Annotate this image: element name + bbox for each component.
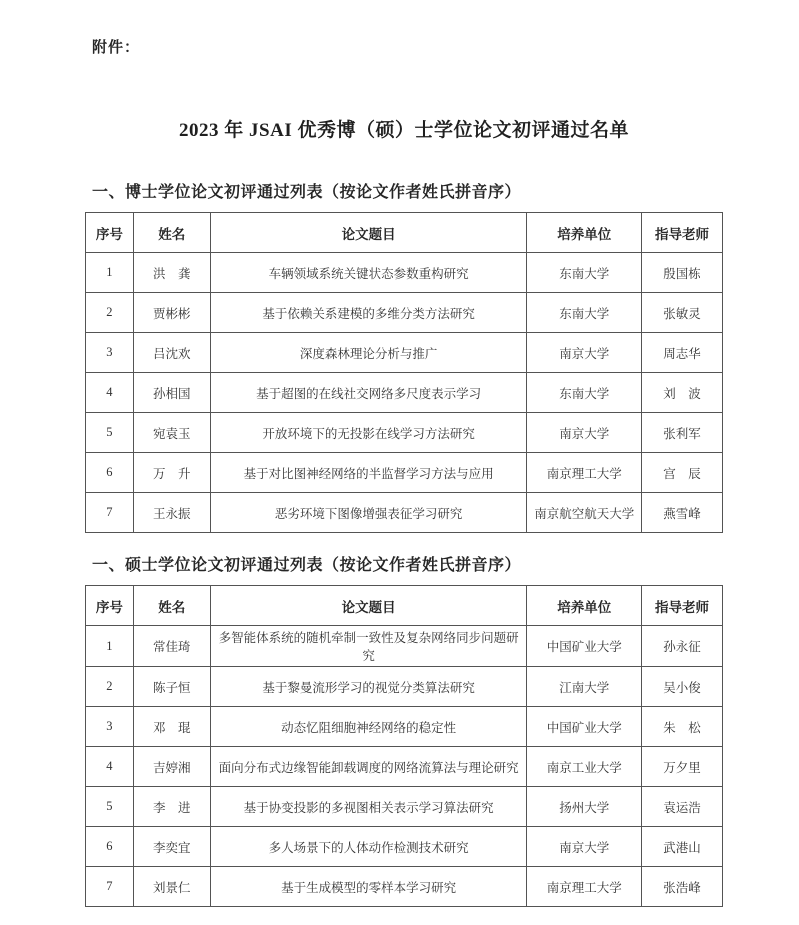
table-row — [86, 253, 723, 293]
cell-name: 李奕宜 — [133, 827, 210, 867]
cell-institution: 江南大学 — [527, 667, 642, 707]
cell-advisor: 袁运浩 — [642, 787, 723, 827]
cell-index: 7 — [86, 493, 134, 533]
cell-advisor: 周志华 — [642, 333, 723, 373]
cell-name: 刘景仁 — [133, 867, 210, 907]
cell-thesis-title: 基于生成模型的零样本学习研究 — [210, 867, 527, 907]
column-header: 序号 — [86, 213, 134, 253]
cell-advisor: 张敏灵 — [642, 293, 723, 333]
table-row — [86, 707, 723, 747]
cell-thesis-title: 基于对比图神经网络的半监督学习方法与应用 — [210, 453, 527, 493]
column-header: 指导老师 — [642, 213, 723, 253]
cell-index: 1 — [86, 253, 134, 293]
cell-thesis-title: 基于协变投影的多视图相关表示学习算法研究 — [210, 787, 527, 827]
cell-index: 3 — [86, 707, 134, 747]
cell-name: 万 升 — [133, 453, 210, 493]
table-row — [86, 626, 723, 667]
table-row — [86, 453, 723, 493]
table-header-row — [86, 586, 723, 626]
cell-index: 5 — [86, 413, 134, 453]
cell-name: 常佳琦 — [133, 626, 210, 667]
cell-thesis-title: 基于超图的在线社交网络多尺度表示学习 — [210, 373, 527, 413]
cell-institution: 南京大学 — [527, 333, 642, 373]
column-header: 论文题目 — [210, 586, 527, 626]
cell-advisor: 殷国栋 — [642, 253, 723, 293]
cell-thesis-title: 基于依赖关系建模的多维分类方法研究 — [210, 293, 527, 333]
cell-thesis-title: 动态忆阻细胞神经网络的稳定性 — [210, 707, 527, 747]
cell-institution: 南京理工大学 — [527, 867, 642, 907]
attachment-label: 附件： — [92, 40, 141, 56]
table-header-row — [86, 213, 723, 253]
cell-institution: 南京大学 — [527, 413, 642, 453]
cell-name: 宛袁玉 — [133, 413, 210, 453]
table-row — [86, 413, 723, 453]
column-header: 培养单位 — [527, 586, 642, 626]
table-row — [86, 373, 723, 413]
cell-thesis-title: 多智能体系统的随机牵制一致性及复杂网络同步问题研究 — [210, 626, 527, 667]
cell-index: 7 — [86, 867, 134, 907]
cell-index: 3 — [86, 333, 134, 373]
cell-index: 1 — [86, 626, 134, 667]
cell-index: 6 — [86, 453, 134, 493]
cell-name: 邓 琨 — [133, 707, 210, 747]
masters-section — [85, 533, 723, 907]
cell-advisor: 朱 松 — [642, 707, 723, 747]
cell-index: 2 — [86, 293, 134, 333]
cell-index: 6 — [86, 827, 134, 867]
cell-thesis-title: 深度森林理论分析与推广 — [210, 333, 527, 373]
table-row — [86, 827, 723, 867]
cell-index: 4 — [86, 373, 134, 413]
section-heading-masters: 一、硕士学位论文初评通过列表（按论文作者姓氏拼音序） — [92, 557, 522, 574]
cell-thesis-title: 基于黎曼流形学习的视觉分类算法研究 — [210, 667, 527, 707]
masters-thesis-table — [85, 585, 723, 907]
column-header: 论文题目 — [210, 213, 527, 253]
table-row — [86, 867, 723, 907]
cell-index: 5 — [86, 787, 134, 827]
column-header: 培养单位 — [527, 213, 642, 253]
table-row — [86, 747, 723, 787]
cell-institution: 南京大学 — [527, 827, 642, 867]
cell-advisor: 宫 辰 — [642, 453, 723, 493]
cell-institution: 中国矿业大学 — [527, 707, 642, 747]
cell-advisor: 武港山 — [642, 827, 723, 867]
cell-name: 吕沈欢 — [133, 333, 210, 373]
cell-thesis-title: 面向分布式边缘智能卸载调度的网络流算法与理论研究 — [210, 747, 527, 787]
cell-institution: 中国矿业大学 — [527, 626, 642, 667]
cell-name: 吉婷湘 — [133, 747, 210, 787]
cell-institution: 南京工业大学 — [527, 747, 642, 787]
section-heading-doctoral: 一、博士学位论文初评通过列表（按论文作者姓氏拼音序） — [92, 184, 522, 201]
doctoral-thesis-table — [85, 212, 723, 533]
cell-advisor: 张利军 — [642, 413, 723, 453]
column-header: 序号 — [86, 586, 134, 626]
cell-institution: 南京理工大学 — [527, 453, 642, 493]
cell-advisor: 吴小俊 — [642, 667, 723, 707]
cell-name: 王永振 — [133, 493, 210, 533]
cell-institution: 南京航空航天大学 — [527, 493, 642, 533]
cell-advisor: 孙永征 — [642, 626, 723, 667]
column-header: 姓名 — [133, 586, 210, 626]
cell-name: 孙相国 — [133, 373, 210, 413]
cell-index: 4 — [86, 747, 134, 787]
cell-name: 李 进 — [133, 787, 210, 827]
table-row — [86, 493, 723, 533]
table-row — [86, 667, 723, 707]
column-header: 姓名 — [133, 213, 210, 253]
doctoral-section — [85, 142, 723, 533]
cell-institution: 东南大学 — [527, 293, 642, 333]
column-header: 指导老师 — [642, 586, 723, 626]
cell-institution: 扬州大学 — [527, 787, 642, 827]
document-title: 2023 年 JSAI 优秀博（硕）士学位论文初评通过名单 — [179, 120, 629, 141]
cell-advisor: 万夕里 — [642, 747, 723, 787]
cell-institution: 东南大学 — [527, 373, 642, 413]
cell-name: 陈子恒 — [133, 667, 210, 707]
cell-index: 2 — [86, 667, 134, 707]
cell-institution: 东南大学 — [527, 253, 642, 293]
cell-thesis-title: 恶劣环境下图像增强表征学习研究 — [210, 493, 527, 533]
cell-thesis-title: 车辆领域系统关键状态参数重构研究 — [210, 253, 527, 293]
table-row — [86, 293, 723, 333]
cell-advisor: 刘 波 — [642, 373, 723, 413]
cell-advisor: 燕雪峰 — [642, 493, 723, 533]
table-row — [86, 333, 723, 373]
cell-name: 洪 龚 — [133, 253, 210, 293]
cell-advisor: 张浩峰 — [642, 867, 723, 907]
table-row — [86, 787, 723, 827]
cell-thesis-title: 多人场景下的人体动作检测技术研究 — [210, 827, 527, 867]
cell-thesis-title: 开放环境下的无投影在线学习方法研究 — [210, 413, 527, 453]
cell-name: 贾彬彬 — [133, 293, 210, 333]
